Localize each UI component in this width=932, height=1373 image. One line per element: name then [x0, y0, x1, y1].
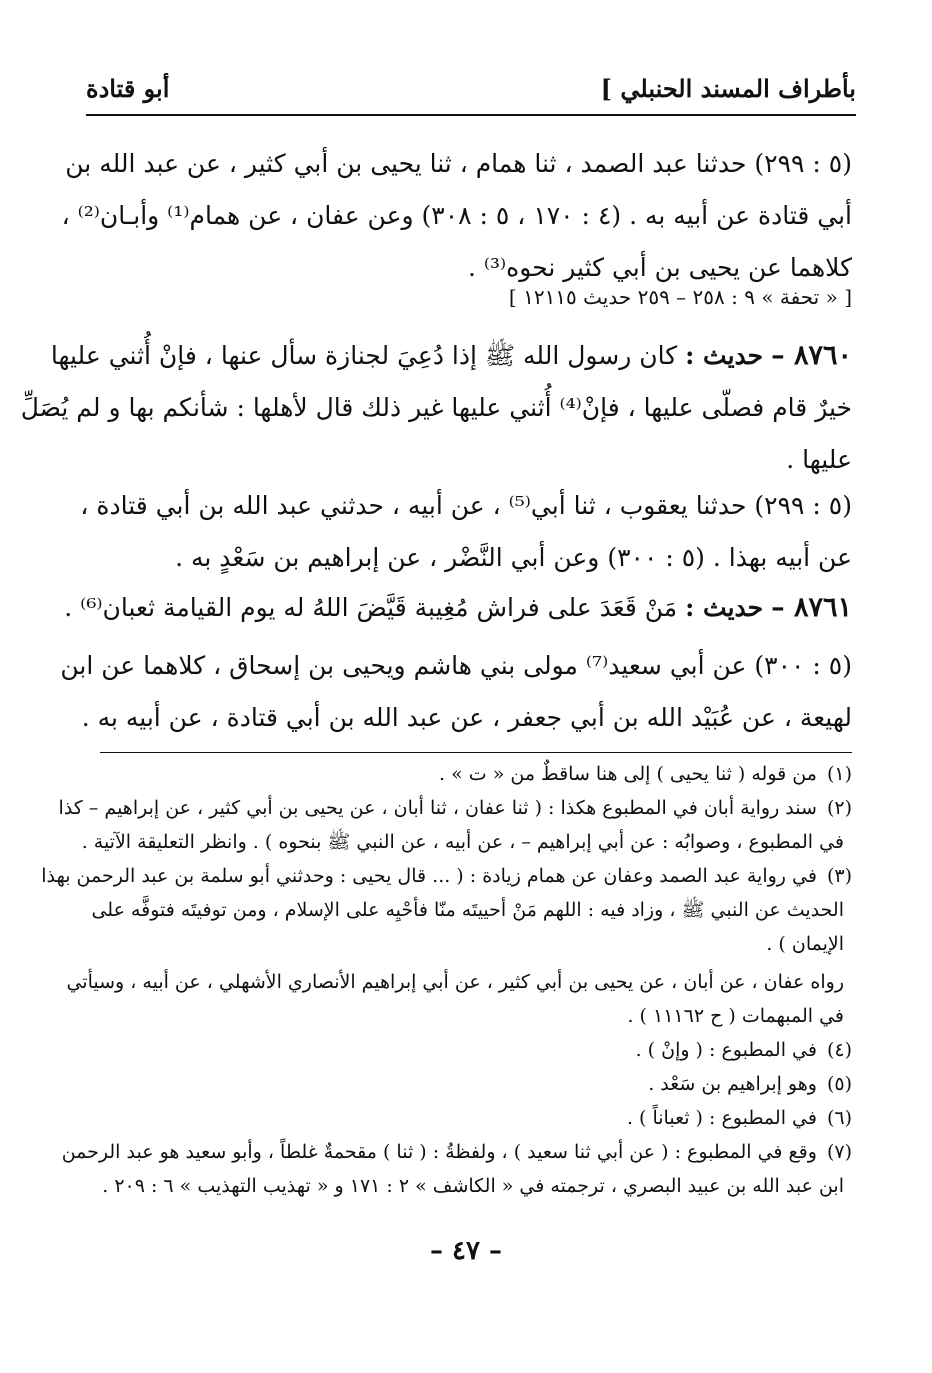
- footnote-number: (٥): [826, 1073, 852, 1095]
- isnad-block-3: [60, 640, 852, 744]
- hadith-keyword: حديث :: [685, 341, 764, 370]
- hadith-8761: [64, 582, 852, 634]
- text-line: (٥ : ٣٠٠) عن أبي سعيد⁽⁷⁾ مولى بني هاشم ويحيى بن إسحاق ، كلاهما عن ابن: [60, 651, 852, 680]
- footnote-number: (٣): [826, 865, 852, 887]
- footnotes: [41, 752, 852, 1203]
- footnote-2: [58, 791, 852, 825]
- isnad-block-1: [61, 138, 852, 294]
- footnote-text: وقع في المطبوع : ( عن أبي ثنا سعيد ) ، ولفظةُ : ( ثنا ) مقحمةٌ غلطاً ، وأبو سعيد هو عبد الرحمن: [61, 1141, 817, 1163]
- text-line: أبي قتادة عن أبيه به . (٤ : ١٧٠ ، ٥ : ٣٠٨) وعن عفان ، عن همام⁽¹⁾ وأبـان⁽²⁾ ،: [61, 201, 852, 230]
- footnote-text: في المطبوع : ( ثعباناً ) .: [626, 1107, 817, 1129]
- footnote-3: [41, 859, 852, 893]
- tuhfa-reference: [ « تحفة » ٩ : ٢٥٨ – ٢٥٩ حديث ١٢١١٥ ]: [508, 285, 852, 309]
- text-line: [64, 582, 852, 634]
- page-header: [86, 70, 856, 116]
- running-title: بأطراف المسند الحنبلي ]: [600, 74, 856, 103]
- footnote-7: [61, 1135, 852, 1169]
- hadith-8760: [20, 330, 852, 486]
- footnote-3-note: رواه عفان ، عن أبان ، عن يحيى بن أبي كثير ، عن أبي إبراهيم الأنصاري الأشهلي ، عن أبيه ، وسيأتي: [66, 971, 844, 993]
- footnote-number: (١): [826, 763, 852, 785]
- section-title: أبو قتادة: [86, 74, 170, 103]
- text-line: عن أبيه بهذا . (٥ : ٣٠٠) وعن أبي النَّضْر ، عن إبراهيم بن سَعْدٍ به .: [175, 543, 852, 572]
- page-number: – ٤٧ –: [429, 1236, 503, 1266]
- text-line: عليها .: [786, 445, 852, 474]
- footnote-3-cont: الحديث عن النبي ﷺ ، وزاد فيه : اللهم مَنْ أحييتَه منّا فأحْيِه على الإسلام ، ومن توفيتَه فتوفَّه على: [91, 899, 844, 921]
- footnote-4: [100, 1033, 852, 1067]
- footnote-text: سند رواية أبان في المطبوع هكذا : ( ثنا عفان ، ثنا أبان ، عن يحيى بن أبي كثير ، عن إبراهيم – كذا: [58, 797, 817, 819]
- footnote-text: في رواية عبد الصمد وعفان عن همام زيادة : ( ... قال يحيى : وحدثني أبو سلمة بن عبد الرحمن بهذا: [41, 865, 817, 887]
- text-line: لهيعة ، عن عُبَيْد الله بن أبي جعفر ، عن عبد الله بن أبي قتادة ، عن أبيه به .: [81, 703, 852, 732]
- footnote-number: (٤): [826, 1039, 852, 1061]
- footnote-5: [100, 1067, 852, 1101]
- hadith-text: مَنْ قَعَدَ على فراش مُغِيبة قَيَّضَ اللهُ له يوم القيامة ثعبان⁽⁶⁾ .: [64, 593, 678, 622]
- footnote-7-cont: ابن عبد الله بن عبيد البصري ، ترجمته في « الكاشف » ٢ : ١٧١ و « تهذيب التهذيب » ٦ : ٢٠٩ .: [102, 1175, 844, 1197]
- footnote-3-cont: الإيمان ) .: [766, 933, 844, 955]
- footnote-2-cont: في المطبوع ، وصوابُه : عن أبي إبراهيم – ، عن أبيه ، عن النبي ﷺ بنحوه ) . وانظر التعليقة الآتية .: [81, 831, 844, 853]
- text-line: (٥ : ٢٩٩) حدثنا عبد الصمد ، ثنا همام ، ثنا يحيى بن أبي كثير ، عن عبد الله بن: [65, 149, 852, 178]
- footnote-1: [100, 757, 852, 791]
- hadith-number: ٨٧٦٠ –: [771, 340, 852, 371]
- footnote-text: وهو إبراهيم بن سَعْد .: [648, 1073, 817, 1095]
- text-line: [50, 330, 852, 382]
- hadith-number: ٨٧٦١ –: [771, 592, 852, 623]
- footnote-number: (٢): [826, 797, 852, 819]
- footnote-text: من قوله ( ثنا يحيى ) إلى هنا ساقطٌ من « ت » .: [439, 763, 817, 785]
- hadith-text: كان رسول الله ﷺ إذا دُعِيَ لجنازة سأل عنها ، فإنْ أُثني عليها: [50, 341, 678, 370]
- footnote-text: في المطبوع : ( وإنْ ) .: [635, 1039, 817, 1061]
- hadith-keyword: حديث :: [685, 593, 764, 622]
- footnote-number: (٦): [826, 1107, 852, 1129]
- text-line: (٥ : ٢٩٩) حدثنا يعقوب ، ثنا أبي⁽⁵⁾ ، عن أبيه ، حدثني عبد الله بن أبي قتادة ،: [80, 491, 852, 520]
- isnad-block-2: [80, 480, 852, 584]
- footnote-number: (٧): [826, 1141, 852, 1163]
- text-line: خيرٌ قام فصلّى عليها ، فإنْ⁽⁴⁾ أُثني عليها غير ذلك قال لأهلها : شأنكم بها و لم يُصَلِّ: [20, 393, 852, 422]
- footnote-3-note-cont: في المبهمات ( ح ١١١٦٢ ) .: [627, 1005, 844, 1027]
- text-line: كلاهما عن يحيى بن أبي كثير نحوه⁽³⁾ .: [467, 253, 852, 282]
- footnote-6: [100, 1101, 852, 1135]
